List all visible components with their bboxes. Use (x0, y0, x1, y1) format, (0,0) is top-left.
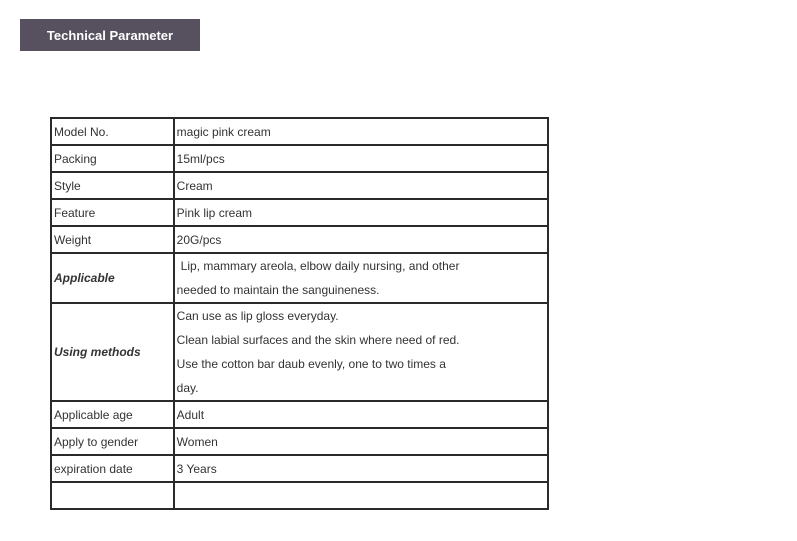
table-row (51, 455, 548, 482)
table-row (51, 145, 548, 172)
table-row (51, 172, 548, 199)
applicable-line-2: needed to maintain the sanguineness. (176, 283, 380, 297)
row-label-style: Style (51, 172, 174, 199)
row-label-weight: Weight (51, 226, 174, 253)
using-line-2: Clean labial surfaces and the skin where need of red. (176, 333, 460, 347)
row-label-empty (51, 482, 174, 509)
using-line-3: Use the cotton bar daub evenly, one to two times a (176, 357, 446, 371)
row-value-model: magic pink cream (174, 118, 548, 145)
row-value-packing: 15ml/pcs (174, 145, 548, 172)
table-row (51, 482, 548, 509)
row-label-using-methods: Using methods (51, 303, 174, 401)
row-value-age: Adult (174, 401, 548, 428)
row-value-feature: Pink lip cream (174, 199, 548, 226)
row-value-empty (174, 482, 548, 509)
table-row (51, 401, 548, 428)
table-row (51, 118, 548, 145)
applicable-line-1: Lip, mammary areola, elbow daily nursing, and other (180, 259, 460, 273)
row-label-applicable: Applicable (51, 253, 174, 303)
row-value-weight: 20G/pcs (174, 226, 548, 253)
parameter-table (50, 117, 549, 510)
section-title: Technical Parameter (46, 27, 174, 43)
using-line-4: day. (176, 381, 199, 395)
table-row (51, 226, 548, 253)
section-title-tab (20, 19, 200, 51)
row-label-model: Model No. (51, 118, 174, 145)
row-value-style: Cream (174, 172, 548, 199)
using-line-1: Can use as lip gloss everyday. (176, 309, 339, 323)
row-value-applicable (174, 253, 548, 303)
table-row (51, 303, 548, 401)
row-value-gender: Women (174, 428, 548, 455)
row-value-using-methods (174, 303, 548, 401)
table-row (51, 428, 548, 455)
row-label-expiration: expiration date (51, 455, 174, 482)
table-row (51, 199, 548, 226)
row-label-packing: Packing (51, 145, 174, 172)
row-label-age: Applicable age (51, 401, 174, 428)
row-label-gender: Apply to gender (51, 428, 174, 455)
table-row (51, 253, 548, 303)
row-value-expiration: 3 Years (174, 455, 548, 482)
row-label-feature: Feature (51, 199, 174, 226)
